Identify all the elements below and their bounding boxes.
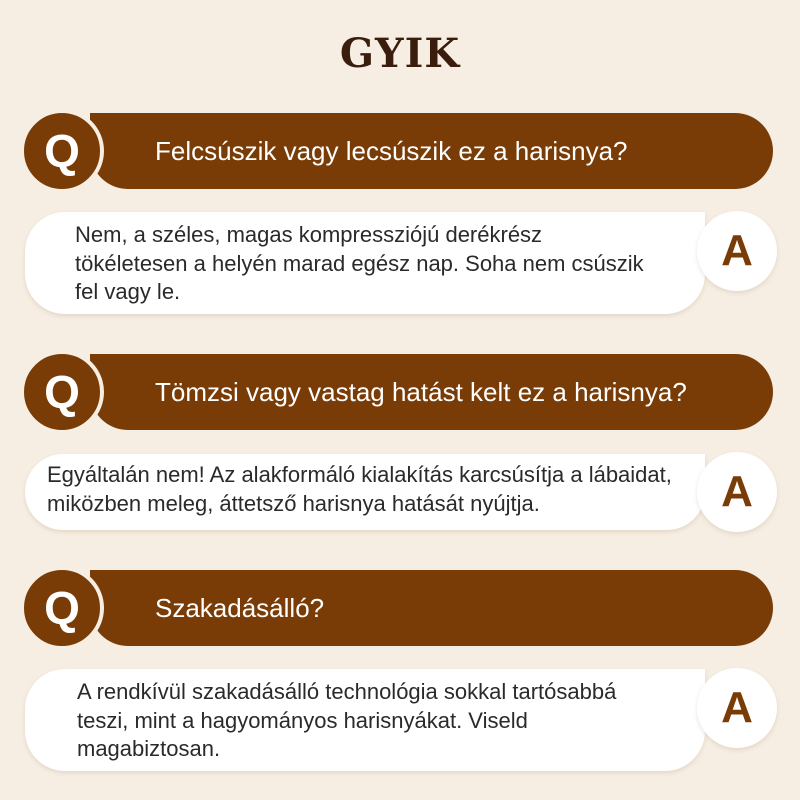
- faq-2-q-badge: [20, 350, 104, 434]
- faq-3-question: Szakadásálló?: [155, 592, 325, 623]
- faq-1-a-badge: [697, 211, 777, 291]
- faq-1-question-bar: [90, 113, 773, 189]
- faq-1-question: Felcsúszik vagy lecsúszik ez a harisnya?: [155, 135, 628, 166]
- faq-1-answer: Nem, a széles, magas kompressziójú derékrész tökéletesen a helyén marad egész nap. Soha nem csúszik fel vagy le.: [75, 222, 644, 305]
- faq-1-q-badge: [20, 109, 104, 193]
- faq-2-question: Tömzsi vagy vastag hatást kelt ez a harisnya?: [155, 376, 687, 407]
- page-title: GYIK: [339, 30, 461, 77]
- faq-3-q-badge: [20, 566, 104, 650]
- a-letter: A: [721, 683, 753, 732]
- faq-3-a-badge: [697, 668, 777, 748]
- faq-2-answer-bubble: [25, 454, 705, 530]
- q-letter: Q: [44, 582, 80, 634]
- faq-2-question-bar: [90, 354, 773, 430]
- q-letter: Q: [44, 366, 80, 418]
- a-letter: A: [721, 467, 753, 516]
- a-letter: A: [721, 226, 753, 275]
- faq-2-a-badge: [697, 452, 777, 532]
- faq-3-answer: A rendkívül szakadásálló technológia sokkal tartósabbá teszi, mint a hagyományos harisnyákat. Viseld magabiztosan.: [77, 679, 617, 762]
- q-letter: Q: [44, 125, 80, 177]
- faq-3-question-bar: [90, 570, 773, 646]
- faq-2-answer: Egyáltalán nem! Az alakformáló kialakítás karcsúsítja a lábaidat, miközben meleg, áttetsző harisnya hatását nyújtja.: [47, 462, 672, 516]
- faq-1-answer-bubble: [25, 212, 705, 314]
- faq-3-answer-bubble: [25, 669, 705, 771]
